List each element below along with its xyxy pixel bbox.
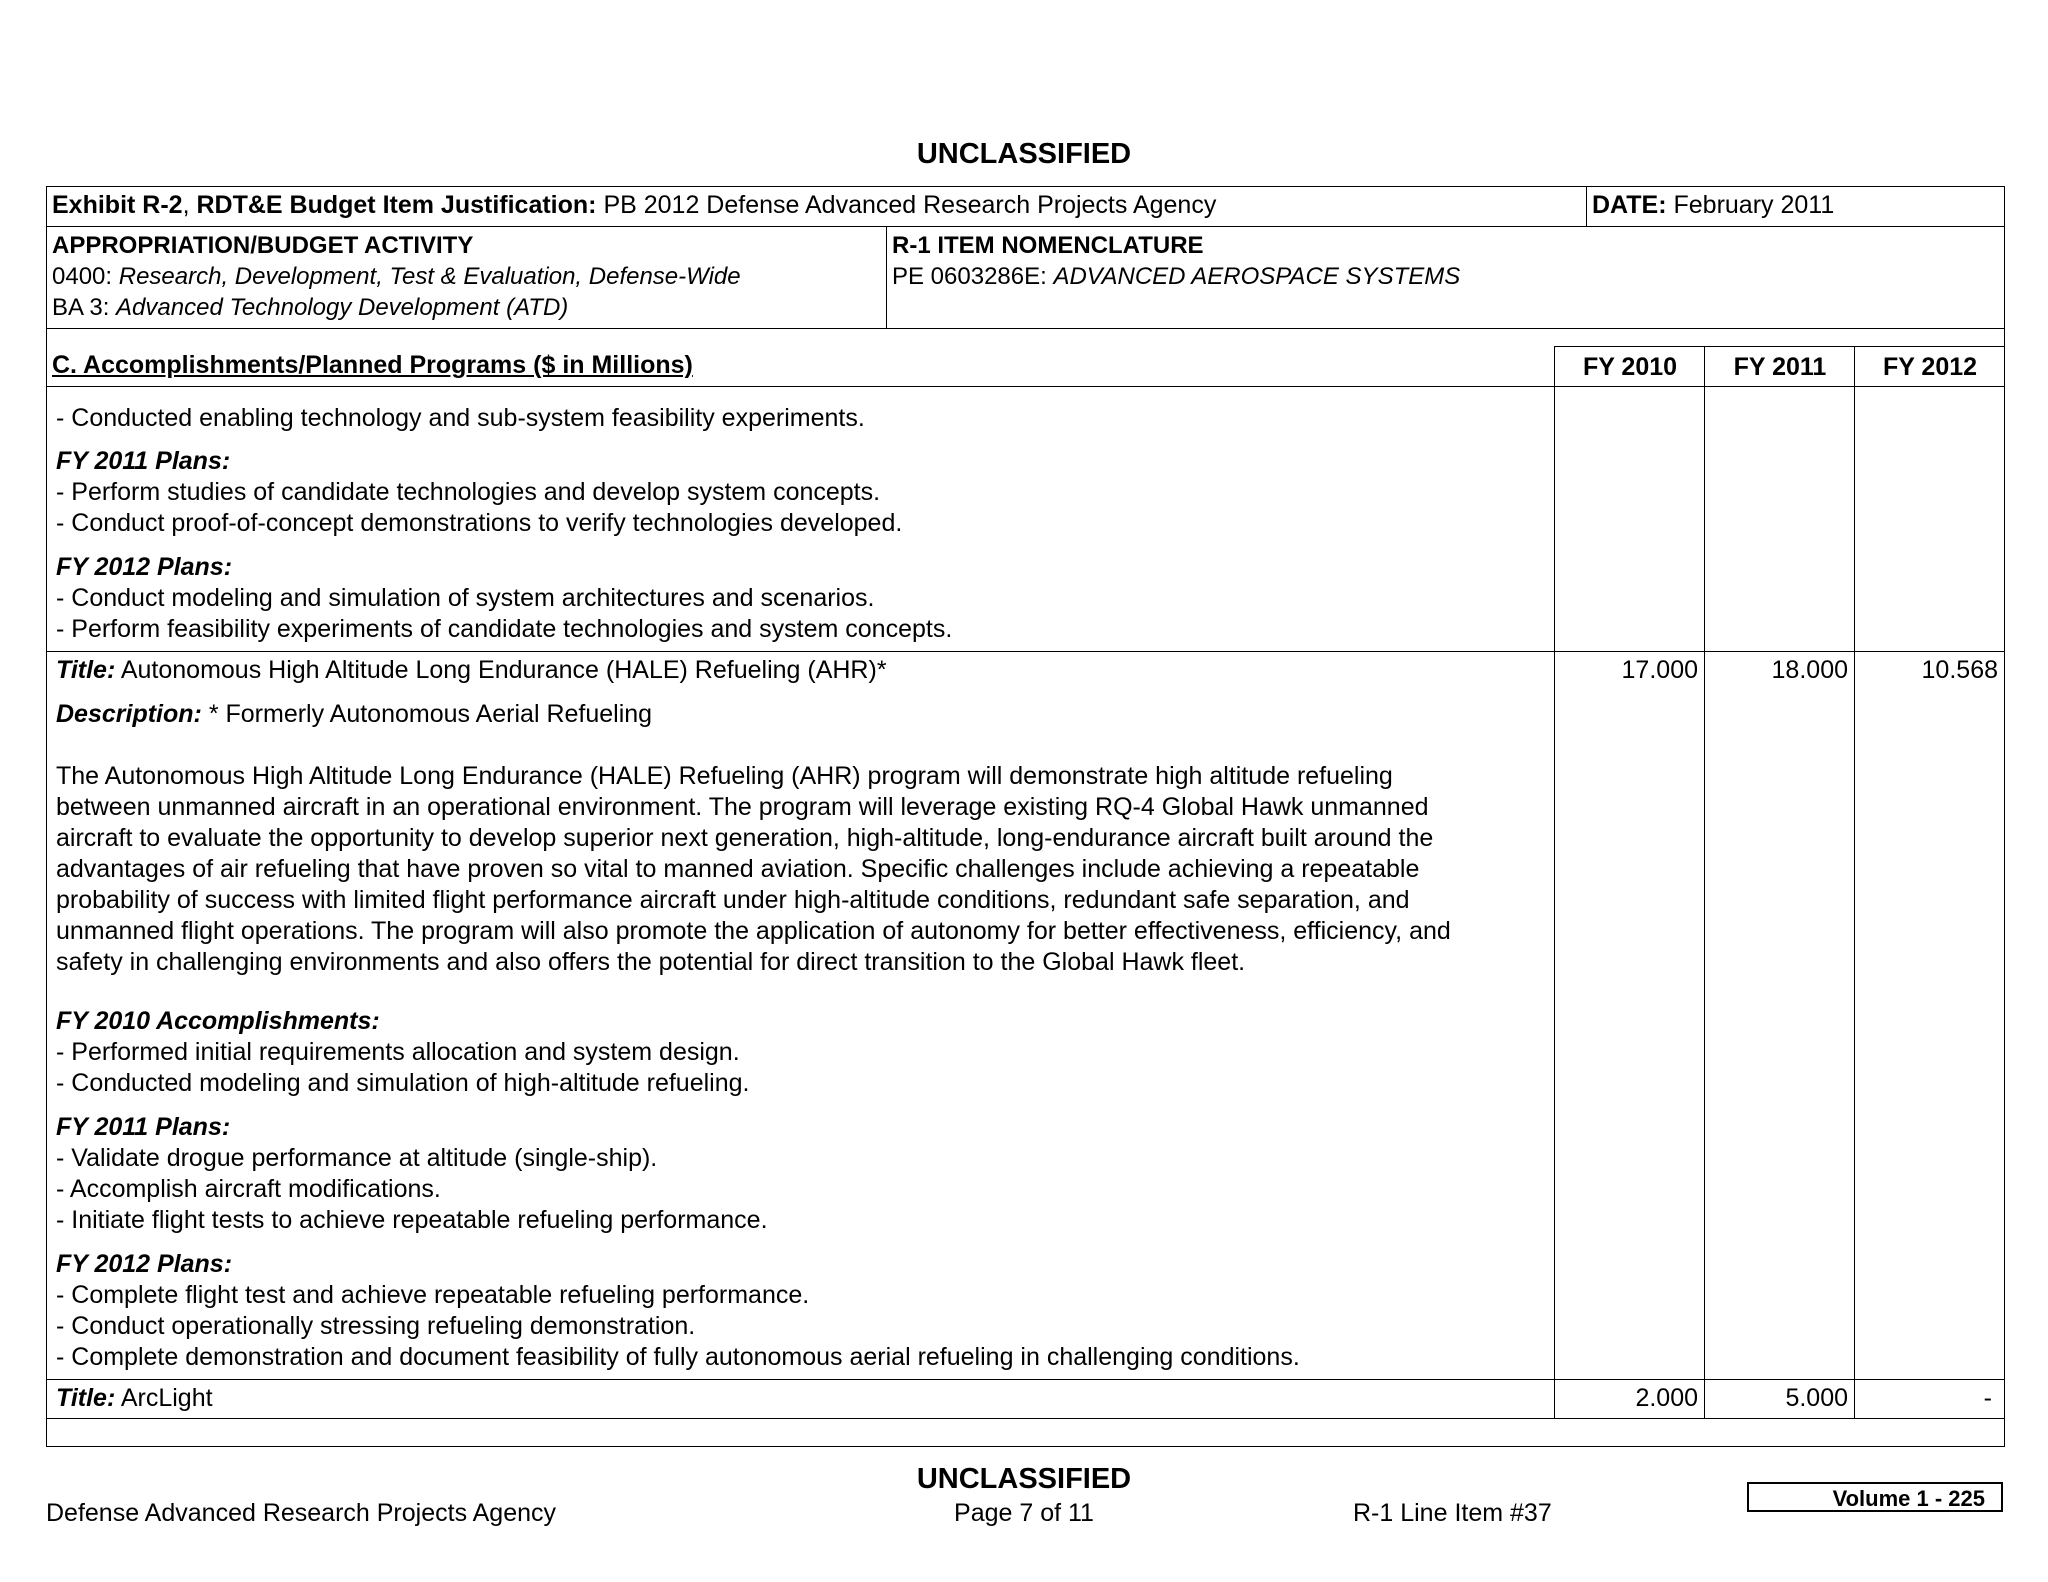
frame-left — [46, 186, 47, 1447]
ahr-title: Title: Autonomous High Altitude Long Endurance (HALE) Refueling (AHR)* — [56, 656, 887, 684]
ahr-bottom — [46, 1379, 2004, 1380]
col-divider-1 — [1554, 346, 1555, 1418]
classification-top: UNCLASSIFIED — [916, 138, 1132, 170]
ahr-fy2011-heading: FY 2011 Plans: — [56, 1113, 231, 1141]
col-divider-3 — [1854, 346, 1855, 1418]
cont-fy2011-line: - Conduct proof-of-concept demonstrations to verify technologies developed. — [56, 509, 903, 537]
ahr-fy2011-line: - Accomplish aircraft modifications. — [56, 1175, 441, 1203]
footer-page-number: Page 7 of 11 — [954, 1499, 1094, 1527]
cont-fy2012-line: - Conduct modeling and simulation of system architectures and scenarios. — [56, 584, 875, 612]
cont-fy2012-line: - Perform feasibility experiments of candidate technologies and system concepts. — [56, 615, 953, 643]
arclight-fy2012-value: - — [1983, 1384, 1992, 1412]
fy2012-header: FY 2012 — [1882, 353, 1978, 381]
ahr-fy2011-value: 18.000 — [1771, 656, 1848, 684]
exhibit-title: Exhibit R-2, RDT&E Budget Item Justification: PB 2012 Defense Advanced Research Projects Agency — [52, 191, 1217, 219]
budget-activity-line: BA 3: Advanced Technology Development (ATD) — [52, 294, 569, 321]
fy2010-header: FY 2010 — [1582, 353, 1678, 381]
footer-line-item: R-1 Line Item #37 — [1353, 1499, 1552, 1527]
cont-fy2011-line: - Perform studies of candidate technologies and develop system concepts. — [56, 478, 881, 506]
frame-bottom — [46, 1446, 2004, 1447]
ahr-fy2012-line: - Complete flight test and achieve repeatable refueling performance. — [56, 1281, 810, 1309]
ahr-fy2012-heading: FY 2012 Plans: — [56, 1250, 233, 1278]
frame-top — [46, 186, 2004, 187]
ahr-paragraph-line: safety in challenging environments and also offers the potential for direct transition to the Global Hawk fleet. — [56, 948, 1246, 976]
ahr-fy2010-value: 17.000 — [1621, 656, 1698, 684]
ahr-fy2010-heading: FY 2010 Accomplishments: — [56, 1007, 380, 1035]
arclight-fy2011-value: 5.000 — [1785, 1384, 1848, 1412]
fy2011-header: FY 2011 — [1733, 353, 1827, 381]
arclight-title: Title: ArcLight — [56, 1384, 213, 1412]
fy-header-top — [1554, 346, 2004, 347]
ahr-paragraph-line: The Autonomous High Altitude Long Endurance (HALE) Refueling (AHR) program will demonstrate high altitude refueling — [56, 762, 1393, 790]
ahr-fy2011-line: - Initiate flight tests to achieve repeatable refueling performance. — [56, 1206, 768, 1234]
ahr-description: Description: * Formerly Autonomous Aerial Refueling — [56, 700, 653, 728]
ahr-paragraph — [56, 761, 1451, 978]
ahr-fy2010-line: - Performed initial requirements allocation and system design. — [56, 1038, 740, 1066]
volume-box: Volume 1 - 225 — [1747, 1482, 2003, 1512]
nomenclature-line: PE 0603286E: ADVANCED AEROSPACE SYSTEMS — [892, 263, 1461, 290]
col-divider-2 — [1704, 346, 1705, 1418]
ahr-paragraph-line: probability of success with limited flight performance aircraft under high-altitude conditions, redundant safe separation, and — [56, 886, 1410, 914]
section-header-bottom — [46, 386, 2004, 387]
section-title: C. Accomplishments/Planned Programs ($ in Millions) — [52, 351, 693, 379]
ahr-paragraph-line: between unmanned aircraft in an operational environment. The program will leverage existing RQ-4 Global Hawk unmanned — [56, 793, 1429, 821]
continuation-line: - Conducted enabling technology and sub-system feasibility experiments. — [56, 404, 865, 432]
ahr-paragraph-line: advantages of air refueling that have proven so vital to manned aviation. Specific challenges include achieving a repeatable — [56, 855, 1420, 883]
ahr-paragraph-line: aircraft to evaluate the opportunity to develop superior next generation, high-altitude, long-endurance aircraft built around the — [56, 824, 1434, 852]
appropriation-label: APPROPRIATION/BUDGET ACTIVITY — [52, 232, 474, 259]
classification-bottom: UNCLASSIFIED — [916, 1463, 1132, 1495]
date-divider — [1586, 186, 1587, 226]
ahr-paragraph-line: unmanned flight operations. The program will also promote the application of autonomy for better effectiveness, efficiency, and — [56, 917, 1451, 945]
cont-fy2012-heading: FY 2012 Plans: — [56, 553, 233, 581]
ahr-fy2010-line: - Conducted modeling and simulation of high-altitude refueling. — [56, 1069, 750, 1097]
arclight-fy2010-value: 2.000 — [1635, 1384, 1698, 1412]
nomenclature-block — [892, 230, 1460, 292]
continuation-bottom — [46, 651, 2004, 652]
nomenclature-label: R-1 ITEM NOMENCLATURE — [892, 232, 1204, 259]
ahr-fy2012-line: - Complete demonstration and document feasibility of fully autonomous aerial refueling in challenging conditions. — [56, 1343, 1300, 1371]
cont-fy2011-heading: FY 2011 Plans: — [56, 447, 231, 475]
row1-bottom — [46, 226, 2004, 227]
date: DATE: February 2011 — [1592, 191, 1835, 219]
ahr-fy2012-value: 10.568 — [1921, 656, 1998, 684]
nomenclature-divider — [886, 226, 887, 328]
row2-bottom — [46, 328, 2004, 329]
ahr-fy2012-line: - Conduct operationally stressing refueling demonstration. — [56, 1312, 696, 1340]
arclight-bottom — [46, 1418, 2004, 1419]
ahr-fy2011-line: - Validate drogue performance at altitude (single-ship). — [56, 1144, 658, 1172]
footer-agency: Defense Advanced Research Projects Agency — [46, 1499, 557, 1527]
appropriation-line: 0400: Research, Development, Test & Evaluation, Defense-Wide — [52, 263, 741, 290]
appropriation-block — [52, 230, 741, 323]
